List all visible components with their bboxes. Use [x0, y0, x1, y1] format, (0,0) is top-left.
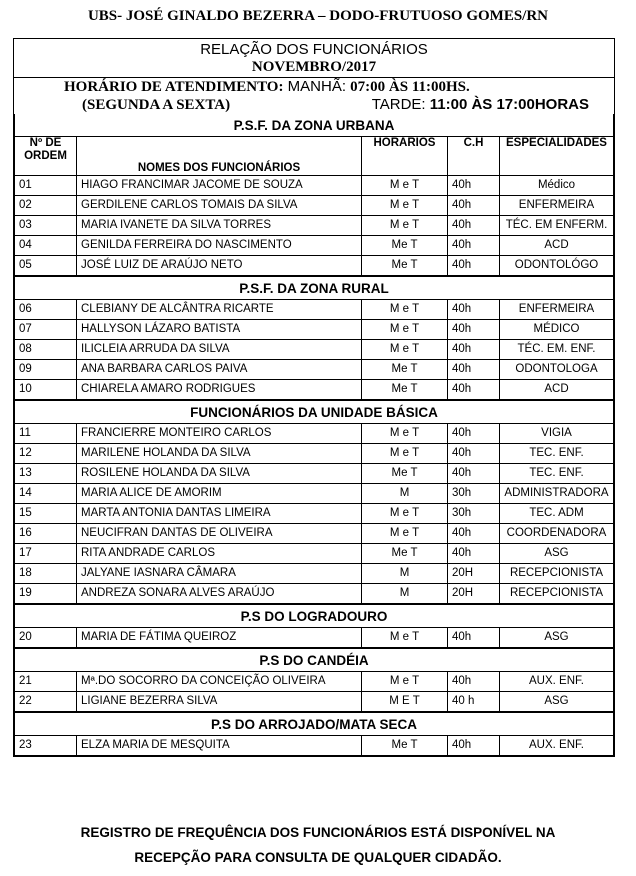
row-ch: 40h [448, 464, 500, 484]
row-number: 05 [15, 256, 77, 277]
manha-hours: 07:00 ÀS 11:00HS. [350, 79, 470, 95]
employee-name: MARIA IVANETE DA SILVA TORRES [77, 216, 362, 236]
page-title: UBS- JOSÉ GINALDO BEZERRA – DODO-FRUTUOSO GOMES/RN [87, 8, 549, 24]
col-nomes: NOMES DOS FUNCIONÁRIOS [77, 137, 362, 176]
table-row [15, 736, 614, 756]
employee-name: ANDREZA SONARA ALVES ARAÚJO [77, 584, 362, 605]
table-row [15, 256, 614, 277]
table-row [15, 340, 614, 360]
row-horario: M e T [362, 300, 448, 320]
row-ch: 40h [448, 196, 500, 216]
employee-name: JALYANE IASNARA CÂMARA [77, 564, 362, 584]
employee-name: HALLYSON LÁZARO BATISTA [77, 320, 362, 340]
row-especialidade: TEC. ADM [500, 504, 614, 524]
employee-name: ROSILENE HOLANDA DA SILVA [77, 464, 362, 484]
row-horario: M e T [362, 444, 448, 464]
row-especialidade: ENFERMEIRA [500, 300, 614, 320]
row-ch: 40h [448, 360, 500, 380]
row-number: 02 [15, 196, 77, 216]
tarde-info [372, 96, 589, 114]
row-horario: M e T [362, 628, 448, 649]
row-horario: Me T [362, 236, 448, 256]
employee-name: GERDILENE CARLOS TOMAIS DA SILVA [77, 196, 362, 216]
row-ch: 40h [448, 320, 500, 340]
row-ch: 40h [448, 340, 500, 360]
section-row [15, 114, 614, 137]
row-especialidade: ADMINISTRADORA [500, 484, 614, 504]
table-row [15, 628, 614, 649]
row-especialidade: ACD [500, 236, 614, 256]
section-title: P.S.F. DA ZONA RURAL [15, 276, 614, 300]
table-row [15, 524, 614, 544]
section-row [15, 276, 614, 300]
horario-line [14, 78, 614, 96]
row-ch: 40h [448, 236, 500, 256]
col-horarios: HORÁRIOS [362, 137, 448, 176]
table-row [15, 380, 614, 401]
table-row [15, 544, 614, 564]
row-ch: 40h [448, 300, 500, 320]
row-ch: 20H [448, 564, 500, 584]
employee-name: MARIA ALICE DE AMORIM [77, 484, 362, 504]
employee-name: ILICLEIA ARRUDA DA SILVA [77, 340, 362, 360]
col-ch: C.H [448, 137, 500, 176]
row-number: 13 [15, 464, 77, 484]
section-row [15, 648, 614, 672]
row-ch: 40h [448, 256, 500, 277]
row-horario: M e T [362, 504, 448, 524]
row-horario: M e T [362, 340, 448, 360]
row-especialidade: MÉDICO [500, 320, 614, 340]
days-label: (SEGUNDA A SEXTA) [82, 97, 231, 113]
row-ch: 40h [448, 444, 500, 464]
row-number: 19 [15, 584, 77, 605]
row-ch: 40h [448, 544, 500, 564]
employee-name: CLEBIANY DE ALCÂNTRA RICARTE [77, 300, 362, 320]
employee-name: FRANCIERRE MONTEIRO CARLOS [77, 424, 362, 444]
row-especialidade: Médico [500, 176, 614, 196]
row-especialidade: ASG [500, 628, 614, 649]
staff-sheet [13, 38, 615, 757]
employee-name: NEUCIFRAN DANTAS DE OLIVEIRA [77, 524, 362, 544]
row-horario: Me T [362, 736, 448, 756]
col-especialidades: ESPECIALIDADES [500, 137, 614, 176]
row-ch: 40h [448, 176, 500, 196]
section-row [15, 604, 614, 628]
section-title: P.S DO ARROJADO/MATA SECA [15, 712, 614, 736]
row-number: 07 [15, 320, 77, 340]
row-number: 01 [15, 176, 77, 196]
row-ch: 40h [448, 524, 500, 544]
section-row [15, 712, 614, 736]
employee-name: HIAGO FRANCIMAR JACOME DE SOUZA [77, 176, 362, 196]
row-number: 15 [15, 504, 77, 524]
row-especialidade: ODONTOLÓGO [500, 256, 614, 277]
footer-line-2: RECEPÇÃO PARA CONSULTA DE QUALQUER CIDADÃO. [134, 850, 502, 865]
table-row [15, 300, 614, 320]
col-ordem: Nº DE ORDEM [15, 137, 77, 176]
row-horario: Me T [362, 544, 448, 564]
table-row [15, 584, 614, 605]
table-row [15, 176, 614, 196]
table-row [15, 320, 614, 340]
row-number: 14 [15, 484, 77, 504]
row-horario: Me T [362, 464, 448, 484]
row-number: 12 [15, 444, 77, 464]
row-horario: Me T [362, 380, 448, 401]
employee-name: JOSÉ LUIZ DE ARAÚJO NETO [77, 256, 362, 277]
footer-line-1: REGISTRO DE FREQUÊNCIA DOS FUNCIONÁRIOS ESTÁ DISPONÍVEL NA [80, 825, 556, 840]
employee-name: MARIA DE FÁTIMA QUEIROZ [77, 628, 362, 649]
month-heading: NOVEMBRO/2017 [14, 59, 614, 78]
row-ch: 40h [448, 424, 500, 444]
row-especialidade: ACD [500, 380, 614, 401]
tarde-label: TARDE: [371, 96, 430, 113]
row-horario: M [362, 564, 448, 584]
row-especialidade: TEC. ENF. [500, 444, 614, 464]
section-title: P.S.F. DA ZONA URBANA [15, 114, 614, 137]
row-number: 04 [15, 236, 77, 256]
section-title: P.S DO LOGRADOURO [15, 604, 614, 628]
row-especialidade: RECEPCIONISTA [500, 564, 614, 584]
row-number: 21 [15, 672, 77, 692]
row-number: 06 [15, 300, 77, 320]
table-row [15, 196, 614, 216]
row-number: 20 [15, 628, 77, 649]
row-especialidade: TÉC. EM. ENF. [500, 340, 614, 360]
staff-table [14, 114, 614, 756]
table-row [15, 424, 614, 444]
employee-name: RITA ANDRADE CARLOS [77, 544, 362, 564]
row-especialidade: ASG [500, 692, 614, 713]
section-title: P.S DO CANDÉIA [15, 648, 614, 672]
row-especialidade: AUX. ENF. [500, 736, 614, 756]
row-horario: M e T [362, 672, 448, 692]
row-number: 08 [15, 340, 77, 360]
row-especialidade: AUX. ENF. [500, 672, 614, 692]
table-row [15, 692, 614, 713]
row-horario: M e T [362, 196, 448, 216]
employee-name: GENILDA FERREIRA DO NASCIMENTO [77, 236, 362, 256]
table-row [15, 444, 614, 464]
row-especialidade: VIGIA [500, 424, 614, 444]
employee-name: MARTA ANTONIA DANTAS LIMEIRA [77, 504, 362, 524]
row-number: 11 [15, 424, 77, 444]
table-row [15, 484, 614, 504]
row-horario: M E T [362, 692, 448, 713]
row-especialidade: ENFERMEIRA [500, 196, 614, 216]
row-especialidade: COORDENADORA [500, 524, 614, 544]
row-especialidade: TÉC. EM ENFERM. [500, 216, 614, 236]
table-row [15, 504, 614, 524]
row-number: 23 [15, 736, 77, 756]
employee-name: LIGIANE BEZERRA SILVA [77, 692, 362, 713]
row-horario: Me T [362, 360, 448, 380]
column-header-row [15, 137, 614, 176]
row-number: 10 [15, 380, 77, 401]
row-number: 22 [15, 692, 77, 713]
row-number: 03 [15, 216, 77, 236]
days-line [14, 96, 614, 114]
row-horario: M [362, 484, 448, 504]
row-ch: 40h [448, 380, 500, 401]
employee-name: CHIARELA AMARO RODRIGUES [77, 380, 362, 401]
employee-name: ELZA MARIA DE MESQUITA [77, 736, 362, 756]
row-especialidade: ASG [500, 544, 614, 564]
row-ch: 40h [448, 628, 500, 649]
row-horario: M [362, 584, 448, 605]
table-row [15, 464, 614, 484]
employee-name: MARILENE HOLANDA DA SILVA [77, 444, 362, 464]
table-row [15, 360, 614, 380]
row-number: 18 [15, 564, 77, 584]
relacao-heading: RELAÇÃO DOS FUNCIONÁRIOS [200, 41, 428, 58]
row-horario: M e T [362, 424, 448, 444]
row-number: 16 [15, 524, 77, 544]
row-horario: M e T [362, 524, 448, 544]
horario-label: HORÁRIO DE ATENDIMENTO: [64, 79, 284, 95]
row-especialidade: RECEPCIONISTA [500, 584, 614, 605]
footer-note [0, 820, 636, 870]
row-ch: 40h [448, 736, 500, 756]
row-ch: 40h [448, 216, 500, 236]
section-row [15, 400, 614, 424]
row-ch: 40 h [448, 692, 500, 713]
table-row [15, 672, 614, 692]
employee-name: ANA BARBARA CARLOS PAIVA [77, 360, 362, 380]
tarde-hours: 11:00 ÀS 17:00HORAS [429, 96, 589, 113]
row-ch: 40h [448, 672, 500, 692]
table-row [15, 564, 614, 584]
row-horario: M e T [362, 320, 448, 340]
manha-label: MANHÃ: [283, 78, 351, 95]
row-ch: 30h [448, 504, 500, 524]
row-number: 09 [15, 360, 77, 380]
table-row [15, 236, 614, 256]
employee-name: Mª.DO SOCORRO DA CONCEIÇÃO OLIVEIRA [77, 672, 362, 692]
row-horario: Me T [362, 256, 448, 277]
row-number: 17 [15, 544, 77, 564]
table-row [15, 216, 614, 236]
row-especialidade: ODONTOLOGA [500, 360, 614, 380]
section-title: FUNCIONÁRIOS DA UNIDADE BÁSICA [15, 400, 614, 424]
row-ch: 20H [448, 584, 500, 605]
row-horario: M e T [362, 216, 448, 236]
row-horario: M e T [362, 176, 448, 196]
row-especialidade: TEC. ENF. [500, 464, 614, 484]
row-ch: 30h [448, 484, 500, 504]
